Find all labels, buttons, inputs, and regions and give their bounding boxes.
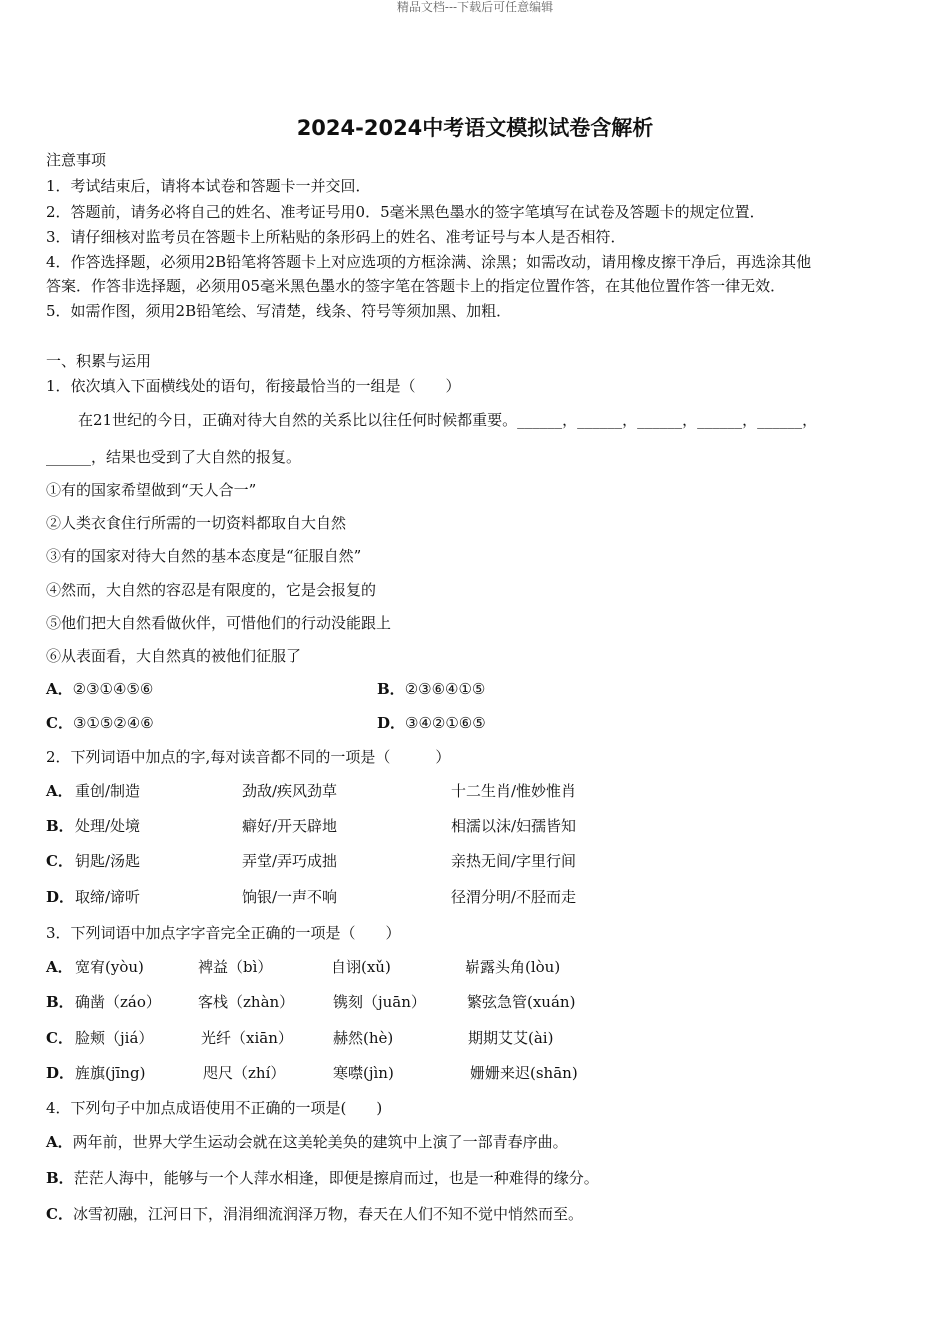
- q2-word-pair: 饷银/一声不响: [242, 888, 338, 906]
- q3-word: 咫尺（zhí）: [203, 1064, 286, 1082]
- q1-passage-cont: ______，结果也受到了大自然的报复。: [46, 448, 302, 466]
- q1-item: ②人类衣食住行所需的一切资料都取自大自然: [46, 514, 347, 532]
- option-label: C．: [46, 714, 73, 732]
- q2-word-pair: 弄堂/弄巧成拙: [242, 852, 338, 870]
- q3-word: 脸颊（jiá）: [75, 1029, 154, 1047]
- q4-stem: 4．下列句子中加点成语使用不正确的一项是( ): [46, 1099, 383, 1117]
- option-label: C．: [46, 1205, 73, 1223]
- q1-option-c[interactable]: [46, 713, 154, 733]
- q1-item: ⑤他们把大自然看做伙伴，可惜他们的行动没能跟上: [46, 614, 392, 632]
- q2-word-pair: 取缔/谛听: [75, 888, 141, 906]
- note-item: 2．答题前，请务必将自己的姓名、准考证号用0．5毫米黑色墨水的签字笔填写在试卷及答题卡的规定位置．: [46, 203, 765, 221]
- q1-item: ①有的国家希望做到“天人合一”: [46, 481, 257, 499]
- q3-word: 寒噤(jìn): [333, 1064, 394, 1082]
- q1-item: ④然而，大自然的容忍是有限度的，它是会报复的: [46, 581, 377, 599]
- q2-option-label[interactable]: B．: [46, 817, 74, 835]
- q3-word: 客栈（zhàn）: [198, 993, 295, 1011]
- q3-word: 期期艾艾(ài): [468, 1029, 554, 1047]
- q3-word: 裨益（bì）: [198, 958, 273, 976]
- option-text: 两年前，世界大学生运动会就在这美轮美奂的建筑中上演了一部青春序曲。: [72, 1133, 568, 1151]
- q2-word-pair: 钥匙/汤匙: [75, 852, 141, 870]
- q2-option-label[interactable]: D．: [46, 888, 75, 906]
- option-text: ②③⑥④①⑤: [404, 680, 486, 698]
- option-text: ③①⑤②④⑥: [72, 714, 154, 732]
- notes-heading: 注意事项: [46, 151, 107, 169]
- q1-option-b[interactable]: [377, 679, 485, 699]
- q3-word: 赫然(hè): [333, 1029, 394, 1047]
- note-item: 3．请仔细核对监考员在答题卡上所粘贴的条形码上的姓名、准考证号与本人是否相符．: [46, 228, 626, 246]
- page-title: 2024-2024中考语文模拟试卷含解析: [296, 116, 654, 140]
- q4-option-c[interactable]: [46, 1204, 583, 1224]
- q4-option-b[interactable]: [46, 1168, 599, 1188]
- option-text: 冰雪初融，江河日下，涓涓细流润泽万物，春天在人们不知不觉中悄然而至。: [72, 1205, 583, 1223]
- section-heading: 一、积累与运用: [46, 352, 152, 370]
- option-text: ②③①④⑤⑥: [72, 680, 154, 698]
- q1-item: ⑥从表面看，大自然真的被他们征服了: [46, 647, 302, 665]
- q4-option-a[interactable]: [46, 1132, 568, 1152]
- q2-word-pair: 径渭分明/不胫而走: [451, 888, 577, 906]
- note-item: 答案．作答非选择题，必须用05毫米黑色墨水的签字笔在答题卡上的指定位置作答，在其他位置作答一律无效．: [46, 277, 786, 295]
- q1-stem: 1．依次填入下面横线处的语句，衔接最恰当的一组是（ ）: [46, 377, 461, 395]
- q2-stem: 2．下列词语中加点的字,每对读音都不同的一项是（ ）: [46, 748, 451, 766]
- q2-word-pair: 亲热无间/字里行间: [451, 852, 577, 870]
- q3-option-label[interactable]: B．: [46, 993, 74, 1011]
- option-label: B．: [46, 1169, 74, 1187]
- page-header: 精品文档---下载后可任意编辑: [396, 0, 554, 14]
- q3-word: 镌刻（juān）: [333, 993, 426, 1011]
- q3-word: 自诩(xǔ): [331, 958, 391, 976]
- q3-stem: 3．下列词语中加点字字音完全正确的一项是（ ）: [46, 924, 401, 942]
- note-item: 1．考试结束后，请将本试卷和答题卡一并交回．: [46, 177, 371, 195]
- q3-word: 姗姗来迟(shān): [470, 1064, 578, 1082]
- q2-word-pair: 劲敌/疾风劲草: [242, 782, 338, 800]
- q1-option-a[interactable]: [46, 679, 153, 699]
- q3-word: 崭露头角(lòu): [465, 958, 561, 976]
- q1-option-d[interactable]: [377, 713, 486, 733]
- option-text: ③④②①⑥⑤: [405, 714, 486, 732]
- q3-word: 繁弦急管(xuán): [467, 993, 576, 1011]
- option-text: 茫茫人海中，能够与一个人萍水相逢，即便是擦肩而过，也是一种难得的缘分。: [73, 1169, 599, 1187]
- q2-word-pair: 重创/制造: [75, 782, 141, 800]
- q2-word-pair: 十二生肖/惟妙惟肖: [451, 782, 577, 800]
- option-label: D．: [377, 714, 406, 732]
- option-label: A．: [46, 1133, 73, 1151]
- q2-option-label[interactable]: C．: [46, 852, 73, 870]
- note-item: 4．作答选择题，必须用2B铅笔将答题卡上对应选项的方框涂满、涂黑；如需改动，请用橡皮擦干净后，再选涂其他: [46, 253, 812, 271]
- q2-option-label[interactable]: A．: [46, 782, 73, 800]
- q3-word: 宽宥(yòu): [75, 958, 144, 976]
- q2-word-pair: 相濡以沫/妇孺皆知: [451, 817, 577, 835]
- option-label: A．: [46, 680, 73, 698]
- q3-option-label[interactable]: A．: [46, 958, 73, 976]
- q3-word: 光纤（xiān）: [201, 1029, 293, 1047]
- q3-word: 确凿（záo）: [75, 993, 161, 1011]
- q3-option-label[interactable]: C．: [46, 1029, 73, 1047]
- q2-word-pair: 处理/处境: [75, 817, 141, 835]
- q1-item: ③有的国家对待大自然的基本态度是“征服自然”: [46, 547, 362, 565]
- option-label: B．: [377, 680, 405, 698]
- q3-word: 旌旗(jīng): [75, 1064, 146, 1082]
- q3-option-label[interactable]: D．: [46, 1064, 75, 1082]
- q2-word-pair: 癖好/开天辟地: [242, 817, 338, 835]
- q1-passage: 在21世纪的今日，正确对待大自然的关系比以往任何时候都重要。______，______，______，______，______，: [78, 411, 818, 429]
- note-item: 5．如需作图，须用2B铅笔绘、写清楚，线条、符号等须加黑、加粗．: [46, 302, 512, 320]
